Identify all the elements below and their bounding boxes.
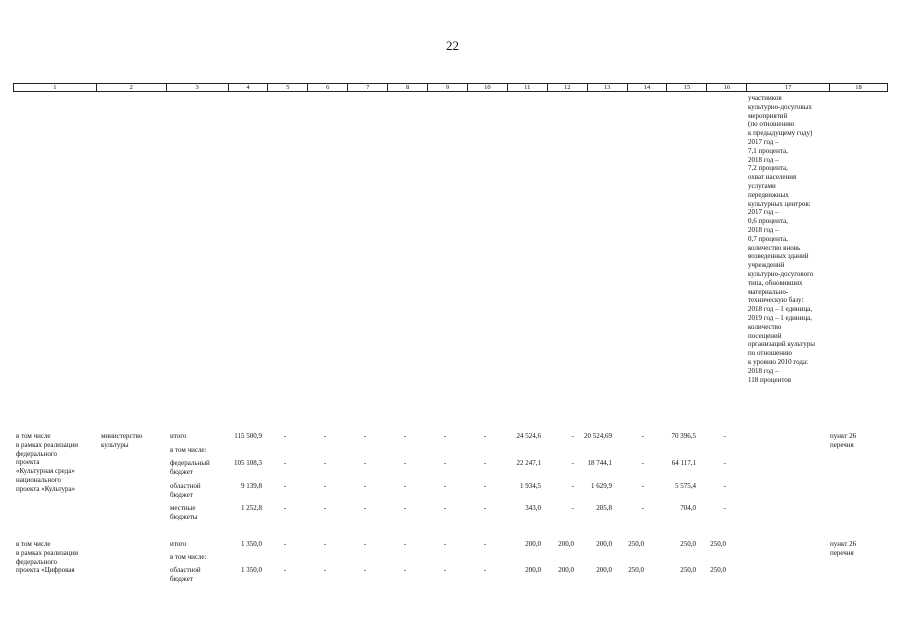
empty-year-cell: - [403, 432, 407, 440]
amount-col-15: 250,0 [680, 566, 696, 574]
empty-year-cell: - [323, 432, 327, 440]
col17-line: передвижных [748, 190, 789, 199]
amount-col-11: 343,0 [525, 504, 541, 512]
empty-year-cell: - [363, 504, 367, 512]
empty-year-cell: - [443, 504, 447, 512]
empty-year-cell: - [443, 459, 447, 467]
col17-line: участников [748, 94, 782, 102]
header-col-7: 7 [348, 84, 388, 91]
empty-year-cell: - [283, 540, 287, 548]
col17-line: посещений [748, 331, 782, 340]
amount-col-13: 20 524,69 [584, 432, 612, 440]
col17-line: количество вновь [748, 243, 801, 252]
header-col-16: 16 [707, 84, 747, 91]
col17-line: материально- [748, 287, 789, 296]
empty-year-cell: - [443, 566, 447, 574]
header-col-2: 2 [97, 84, 167, 91]
empty-year-cell: - [403, 540, 407, 548]
header-col-18: 18 [855, 84, 862, 91]
header-col-12: 12 [548, 84, 588, 91]
amount-col-12: - [571, 459, 574, 467]
empty-year-cell: - [483, 459, 487, 467]
empty-year-cell: - [443, 432, 447, 440]
empty-year-cell: - [403, 504, 407, 512]
total-amount: 1 350,0 [241, 540, 262, 548]
empty-year-cell: - [363, 459, 367, 467]
amount-col-14: - [641, 459, 644, 467]
empty-year-cell: - [323, 459, 327, 467]
col17-line: 2018 год – 1 единица, [748, 305, 812, 314]
amount-col-12: - [571, 482, 574, 490]
amount-col-15: 64 117,1 [671, 459, 696, 467]
perechen-reference: пункт 26 перечня [830, 432, 857, 449]
header-col-11: 11 [508, 84, 548, 91]
empty-year-cell: - [363, 432, 367, 440]
col17-line: мероприятий [748, 111, 788, 120]
amount-col-16: 250,0 [710, 566, 726, 574]
header-col-9: 9 [428, 84, 468, 91]
header-col-8: 8 [388, 84, 428, 91]
amount-col-11: 22 247,1 [516, 459, 541, 467]
page-number: 22 [446, 38, 459, 53]
total-amount: 105 108,3 [234, 459, 262, 467]
total-amount: 115 500,9 [234, 432, 262, 440]
amount-col-13: 1 629,9 [591, 482, 612, 490]
header-col-17: 17 [747, 84, 830, 91]
perechen-reference: пункт 26 перечня [830, 540, 857, 557]
col17-line: организаций культуры [748, 340, 815, 349]
amount-col-14: - [641, 504, 644, 512]
responsible-executor: министерство культуры [101, 432, 143, 449]
total-amount: 1 350,0 [241, 566, 262, 574]
total-amount: 9 139,8 [241, 482, 262, 490]
funding-source-label: в том числе: [170, 553, 207, 561]
amount-col-13: 205,8 [596, 504, 612, 512]
col17-line: 2017 год – [748, 137, 779, 146]
empty-year-cell: - [283, 482, 287, 490]
amount-col-15: 250,0 [680, 540, 696, 548]
header-col-10: 10 [468, 84, 508, 91]
header-col-3: 3 [167, 84, 229, 91]
amount-col-14: 250,0 [628, 566, 644, 574]
header-col-1: 1 [14, 84, 97, 91]
amount-col-12: - [571, 432, 574, 440]
empty-year-cell: - [363, 566, 367, 574]
empty-year-cell: - [283, 432, 287, 440]
empty-year-cell: - [483, 504, 487, 512]
amount-col-11: 24 524,6 [516, 432, 541, 440]
col17-line: культурно-досугового [748, 269, 814, 278]
col17-line: 0,6 процента, [748, 217, 788, 226]
column-17-indicators [748, 94, 815, 384]
empty-year-cell: - [283, 459, 287, 467]
col17-line: к уровню 2010 года: [748, 357, 809, 366]
funding-source-label: в том числе: [170, 446, 207, 454]
col17-line: к предыдущему году) [748, 129, 813, 138]
col17-line: культурных центров: [748, 199, 811, 208]
amount-col-15: 70 396,5 [671, 432, 696, 440]
empty-year-cell: - [283, 504, 287, 512]
amount-col-12: 200,0 [558, 540, 574, 548]
funding-source-label: областной бюджет [170, 482, 201, 499]
header-col-4: 4 [229, 84, 269, 91]
amount-col-14: 250,0 [628, 540, 644, 548]
col17-line: типа, обновивших [748, 278, 803, 287]
funding-source-label: итого [170, 540, 187, 548]
amount-col-16: - [723, 482, 726, 490]
row-description: в том числе в рамках реализации федерального проекта «Цифровая [16, 540, 78, 575]
amount-col-15: 5 575,4 [675, 482, 696, 490]
col17-line: 2017 год – [748, 208, 779, 217]
total-amount: 1 252,8 [241, 504, 262, 512]
empty-year-cell: - [403, 566, 407, 574]
funding-source-label: итого [170, 432, 187, 440]
col17-line: 2018 год – [748, 155, 779, 164]
col17-line: возведенных зданий [748, 252, 809, 261]
empty-year-cell: - [443, 540, 447, 548]
empty-year-cell: - [443, 482, 447, 490]
col17-line: техническую базу: [748, 296, 804, 305]
col17-line: 7,2 процента, [748, 164, 788, 173]
col17-line: (по отношению [748, 120, 795, 129]
amount-col-15: 704,0 [680, 504, 696, 512]
empty-year-cell: - [403, 482, 407, 490]
funding-source-label: областной бюджет [170, 566, 201, 583]
col17-line: количество [748, 322, 782, 331]
amount-col-14: - [641, 482, 644, 490]
empty-year-cell: - [363, 482, 367, 490]
empty-year-cell: - [483, 482, 487, 490]
col17-line: 7,1 процента, [748, 146, 788, 155]
col17-line: 2018 год – [748, 225, 779, 234]
amount-col-11: 1 934,5 [520, 482, 541, 490]
amount-col-16: - [723, 504, 726, 512]
amount-col-16: - [723, 459, 726, 467]
amount-col-11: 200,0 [525, 540, 541, 548]
empty-year-cell: - [323, 504, 327, 512]
empty-year-cell: - [483, 432, 487, 440]
col17-line: 2018 год – [748, 366, 779, 375]
empty-year-cell: - [323, 540, 327, 548]
amount-col-16: 250,0 [710, 540, 726, 548]
header-col-5: 5 [268, 84, 308, 91]
empty-year-cell: - [403, 459, 407, 467]
header-col-14: 14 [628, 84, 668, 91]
amount-col-13: 200,0 [596, 566, 612, 574]
empty-year-cell: - [283, 566, 287, 574]
empty-year-cell: - [483, 566, 487, 574]
col17-line: 118 процентов [748, 375, 792, 384]
empty-year-cell: - [363, 540, 367, 548]
funding-source-label: федеральный бюджет [170, 459, 210, 476]
col17-line: по отношению [748, 349, 792, 358]
amount-col-13: 200,0 [596, 540, 612, 548]
amount-col-12: - [571, 504, 574, 512]
header-col-13: 13 [588, 84, 628, 91]
amount-col-14: - [641, 432, 644, 440]
amount-col-16: - [723, 432, 726, 440]
amount-col-13: 18 744,1 [587, 459, 612, 467]
header-col-15: 15 [667, 84, 707, 91]
col17-line: охват населения [748, 173, 797, 182]
col17-line: культурно-досуговых [748, 102, 812, 111]
col17-line: услугами [748, 181, 776, 190]
empty-year-cell: - [483, 540, 487, 548]
col17-line: учреждений [748, 261, 785, 270]
header-col-6: 6 [308, 84, 348, 91]
empty-year-cell: - [323, 482, 327, 490]
table-header-row [13, 83, 888, 92]
col17-line: 2019 год – 1 единица, [748, 313, 812, 322]
col17-line: 0,7 процента, [748, 234, 788, 243]
amount-col-11: 200,0 [525, 566, 541, 574]
row-description: в том числе в рамках реализации федерального проекта «Культурная среда» национального проекта «Культура» [16, 432, 78, 493]
amount-col-12: 200,0 [558, 566, 574, 574]
funding-source-label: местные бюджеты [170, 504, 198, 521]
empty-year-cell: - [323, 566, 327, 574]
